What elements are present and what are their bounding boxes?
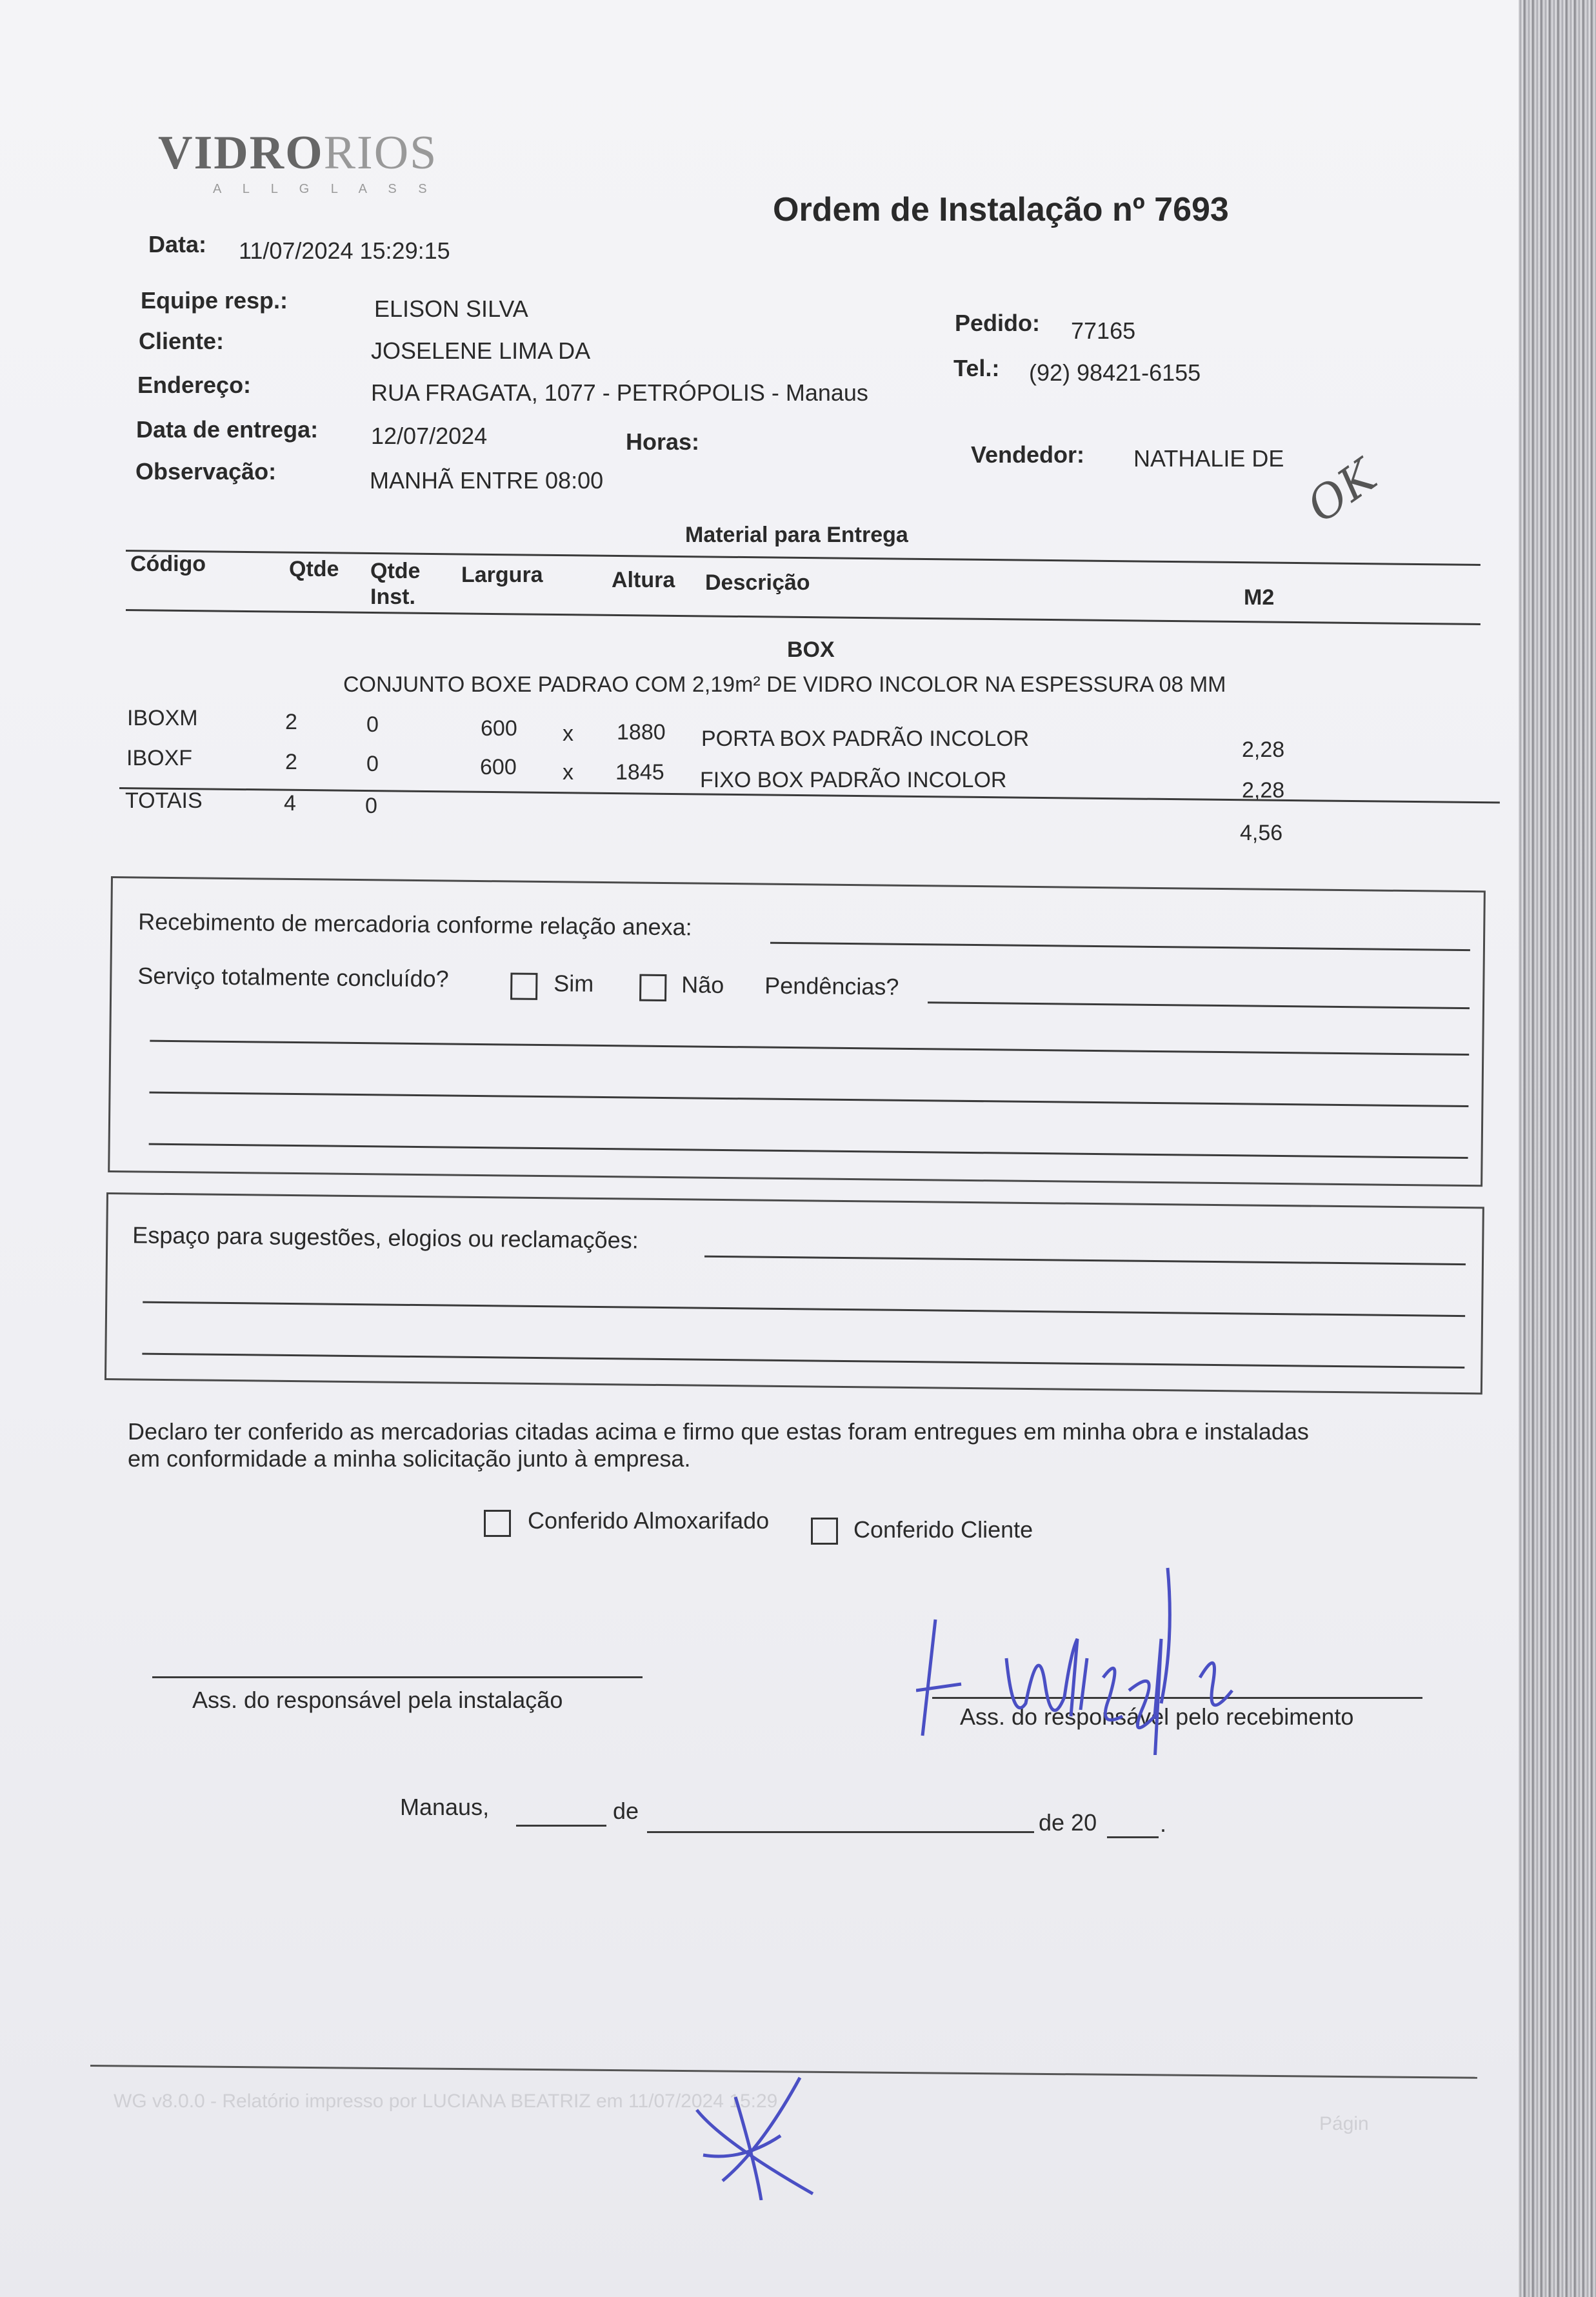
seller-label: Vendedor: bbox=[971, 441, 1085, 468]
receipt-fill-line-3[interactable] bbox=[149, 1143, 1468, 1159]
col-header-m2: M2 bbox=[1244, 585, 1275, 610]
footer-initials-mark bbox=[684, 2071, 832, 2200]
year-fill-line[interactable] bbox=[1107, 1836, 1159, 1838]
col-header-qty: Qtde bbox=[289, 557, 339, 581]
col-header-width: Largura bbox=[461, 563, 543, 587]
row-qty: 2 bbox=[285, 710, 297, 734]
row-m2: 2,28 bbox=[1242, 778, 1285, 803]
totals-label: TOTAIS bbox=[125, 788, 203, 813]
logo-tagline: A L L G L A S S bbox=[213, 182, 436, 196]
observation-label: Observação: bbox=[135, 458, 277, 485]
client-check-label: Conferido Cliente bbox=[853, 1516, 1033, 1543]
received-label: Recebimento de mercadoria conforme relação anexa: bbox=[138, 908, 692, 941]
place-de-1: de bbox=[613, 1798, 639, 1824]
page-title: Ordem de Instalação nº 7693 bbox=[773, 191, 1229, 228]
installer-signature-label: Ass. do responsável pela instalação bbox=[192, 1687, 563, 1713]
service-label: Serviço totalmente concluído? bbox=[137, 962, 449, 992]
row-width: 600 bbox=[480, 755, 517, 779]
hours-label: Horas: bbox=[626, 428, 700, 455]
warehouse-check-checkbox[interactable] bbox=[484, 1510, 511, 1537]
client-value: JOSELENE LIMA DA bbox=[371, 337, 591, 364]
footer-page: Págin bbox=[1319, 2113, 1369, 2134]
row-height: 1845 bbox=[615, 760, 664, 785]
row-m2: 2,28 bbox=[1242, 737, 1285, 762]
row-code: IBOXM bbox=[127, 706, 198, 730]
row-description: PORTA BOX PADRÃO INCOLOR bbox=[701, 727, 1030, 751]
received-fill-line[interactable] bbox=[770, 942, 1470, 951]
receiver-handwritten-signature bbox=[916, 1561, 1277, 1755]
service-yes-checkbox[interactable] bbox=[510, 972, 537, 999]
order-label: Pedido: bbox=[955, 310, 1040, 336]
service-no-checkbox[interactable] bbox=[639, 974, 666, 1001]
order-value: 77165 bbox=[1071, 317, 1136, 344]
month-fill-line[interactable] bbox=[647, 1831, 1034, 1833]
client-label: Cliente: bbox=[139, 328, 224, 354]
delivery-date-label: Data de entrega: bbox=[136, 416, 319, 443]
totals-m2: 4,56 bbox=[1240, 821, 1283, 845]
logo-name-bold: VIDRO bbox=[158, 126, 324, 179]
row-qty-inst: 0 bbox=[366, 752, 379, 776]
totals-qty: 4 bbox=[284, 791, 296, 816]
group-description: CONJUNTO BOXE PADRAO COM 2,19m² DE VIDRO INCOLOR NA ESPESSURA 08 MM bbox=[343, 672, 1226, 697]
col-header-description: Descrição bbox=[705, 570, 810, 595]
service-yes-label: Sim bbox=[554, 970, 594, 997]
handwritten-ok-mark: OK bbox=[1297, 448, 1386, 534]
material-section-title: Material para Entrega bbox=[685, 523, 908, 547]
col-header-qty-inst-1: Qtde bbox=[370, 559, 421, 583]
row-qty-inst: 0 bbox=[366, 712, 379, 737]
totals-qty-inst: 0 bbox=[365, 794, 377, 818]
phone-value: (92) 98421-6155 bbox=[1029, 359, 1201, 386]
team-value: ELISON SILVA bbox=[374, 296, 528, 322]
row-code: IBOXF bbox=[126, 746, 193, 770]
logo-name-light: RIOS bbox=[323, 126, 438, 179]
client-check-checkbox[interactable] bbox=[811, 1518, 838, 1545]
row-qty: 2 bbox=[285, 750, 297, 774]
suggestions-box bbox=[105, 1192, 1484, 1394]
address-label: Endereço: bbox=[137, 372, 252, 398]
suggestions-fill-line-2[interactable] bbox=[143, 1301, 1465, 1317]
warehouse-check-label: Conferido Almoxarifado bbox=[528, 1507, 770, 1534]
service-no-label: Não bbox=[681, 971, 724, 998]
phone-label: Tel.: bbox=[953, 355, 1000, 381]
suggestions-fill-line-3[interactable] bbox=[142, 1353, 1464, 1369]
suggestions-label: Espaço para sugestões, elogios ou reclamações: bbox=[132, 1221, 639, 1254]
date-label: Data: bbox=[148, 231, 207, 257]
seller-value: NATHALIE DE bbox=[1133, 445, 1284, 472]
receiver-signature-label: Ass. do responsável pelo recebimento bbox=[960, 1703, 1354, 1730]
footer-printed-by: WG v8.0.0 - Relatório impresso por LUCIANA BEATRIZ em 11/07/2024 15:29 bbox=[114, 2091, 778, 2112]
place-city: Manaus, bbox=[400, 1794, 490, 1820]
group-title: BOX bbox=[787, 637, 835, 662]
receipt-fill-line-2[interactable] bbox=[149, 1092, 1468, 1107]
place-de-2: de 20 bbox=[1039, 1809, 1097, 1836]
declaration-line-1: Declaro ter conferido as mercadorias citadas acima e firmo que estas foram entregues em minha obra e instaladas bbox=[128, 1418, 1309, 1445]
suggestions-fill-line-1[interactable] bbox=[704, 1256, 1466, 1265]
company-logo bbox=[158, 126, 437, 181]
declaration-line-2: em conformidade a minha solicitação junto à empresa. bbox=[128, 1445, 691, 1472]
observation-value: MANHÃ ENTRE 08:00 bbox=[370, 467, 604, 494]
receipt-fill-line-1[interactable] bbox=[150, 1040, 1469, 1056]
row-x: x bbox=[563, 721, 574, 746]
col-header-qty-inst-2: Inst. bbox=[370, 585, 415, 609]
team-label: Equipe resp.: bbox=[141, 287, 288, 314]
row-x: x bbox=[563, 760, 574, 785]
col-header-height: Altura bbox=[612, 568, 675, 592]
row-description: FIXO BOX PADRÃO INCOLOR bbox=[700, 768, 1007, 792]
date-value: 11/07/2024 15:29:15 bbox=[239, 237, 450, 264]
pending-label: Pendências? bbox=[764, 972, 899, 1000]
place-end: . bbox=[1160, 1811, 1167, 1837]
row-height: 1880 bbox=[617, 720, 666, 745]
delivery-date-value: 12/07/2024 bbox=[371, 423, 488, 449]
pending-fill-line[interactable] bbox=[928, 1001, 1470, 1009]
row-width: 600 bbox=[481, 716, 517, 741]
installer-signature-line[interactable] bbox=[152, 1676, 643, 1678]
scan-edge-shadow bbox=[1519, 0, 1596, 2297]
col-header-code: Código bbox=[130, 552, 206, 576]
address-value: RUA FRAGATA, 1077 - PETRÓPOLIS - Manaus bbox=[371, 379, 868, 406]
day-fill-line[interactable] bbox=[516, 1825, 606, 1827]
receipt-box bbox=[108, 876, 1486, 1187]
